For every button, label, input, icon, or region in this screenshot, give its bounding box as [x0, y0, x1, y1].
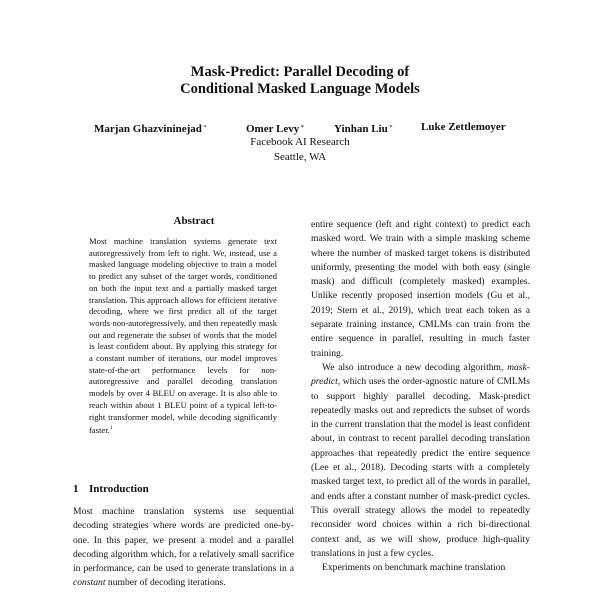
- paper-title: [0, 64, 600, 98]
- emphasis-mask-predict: mask-predict: [311, 361, 530, 388]
- right-column-text: [311, 218, 530, 575]
- author-1: Marjan Ghazvininejad∗: [94, 123, 207, 135]
- author-3: Yinhan Liu∗: [334, 123, 393, 135]
- footnote-mark: 1: [109, 425, 113, 432]
- author-2: Omer Levy∗: [246, 123, 305, 135]
- affiliation-org: Facebook AI Research: [250, 136, 350, 148]
- author-4: Luke Zettlemoyer: [421, 121, 506, 133]
- title-line-1: Mask-Predict: Parallel Decoding of: [190, 64, 410, 80]
- abstract-body: [89, 236, 277, 437]
- section-title: Introduction: [89, 483, 149, 495]
- emphasis-constant: constant: [73, 577, 106, 589]
- title-line-2: Conditional Masked Language Models: [180, 81, 420, 97]
- abstract-heading: Abstract: [173, 215, 215, 227]
- introduction-body: Most machine translation systems use sequential decoding strategies where words are predicted one-by-one. In this paper, we present a model and a parallel decoding algorithm which, for a relatively small sacrifice in performance, can be used to generate translations in a constant number of decoding iterations.: [73, 506, 294, 589]
- paragraph-3: Experiments on benchmark machine translation: [322, 562, 506, 574]
- paragraph-1: entire sequence (left and right context) to predict each masked word. We train with a simple masking scheme where the number of masked target tokens is distributed uniformly, presenting the model with both easy (single mask) and difficult (completely masked) examples. Unlike recently proposed insertion models (Gu et al., 2019; Stern et al., 2019), which treat each token as a separate training instance, CMLMs can train from the entire sequence in parallel, resulting in much faster training.: [311, 219, 530, 359]
- section-heading-introduction: [73, 483, 313, 495]
- affiliation-location: Seattle, WA: [273, 151, 327, 163]
- section-number: 1: [73, 483, 79, 495]
- paragraph-2: We also introduce a new decoding algorithm, mask-predict, which uses the order-agnostic nature of CMLMs to support highly parallel decoding. Mask-predict repeatedly masks out and repredicts the subset of words in the current translation that the model is least confident about, in contrast to recent parallel decoding translation approaches that repeatedly predict the entire sequence (Lee et al., 2018). Decoding starts with a completely masked target text, to predict all of the words in parallel, and ends after a constant number of mask-predict cycles. This overall strategy allows the model to repeatedly reconsider word choices within a rich bi-directional context and, as we will show, produce high-quality translations in just a few cycles.: [311, 361, 530, 559]
- abstract-text: Most machine translation systems generate text autoregressively from left to right. We, instead, use a masked language modeling objective to train a model to predict any subset of the target words, conditioned on both the input text and a partially masked target translation. This approach allows for efficient iterative decoding, where we first predict all of the target words non-autoregressively, and then repeatedly mask out and regenerate the subset of words that the model is least confident about. By applying this strategy for a constant number of iterations, our model improves state-of-the-art performance levels for non-autoregressive and parallel decoding translation models by over 4 BLEU on average. It is also able to reach within about 1 BLEU point of a typical left-to-right transformer model, while decoding significantly faster.: [89, 236, 277, 436]
